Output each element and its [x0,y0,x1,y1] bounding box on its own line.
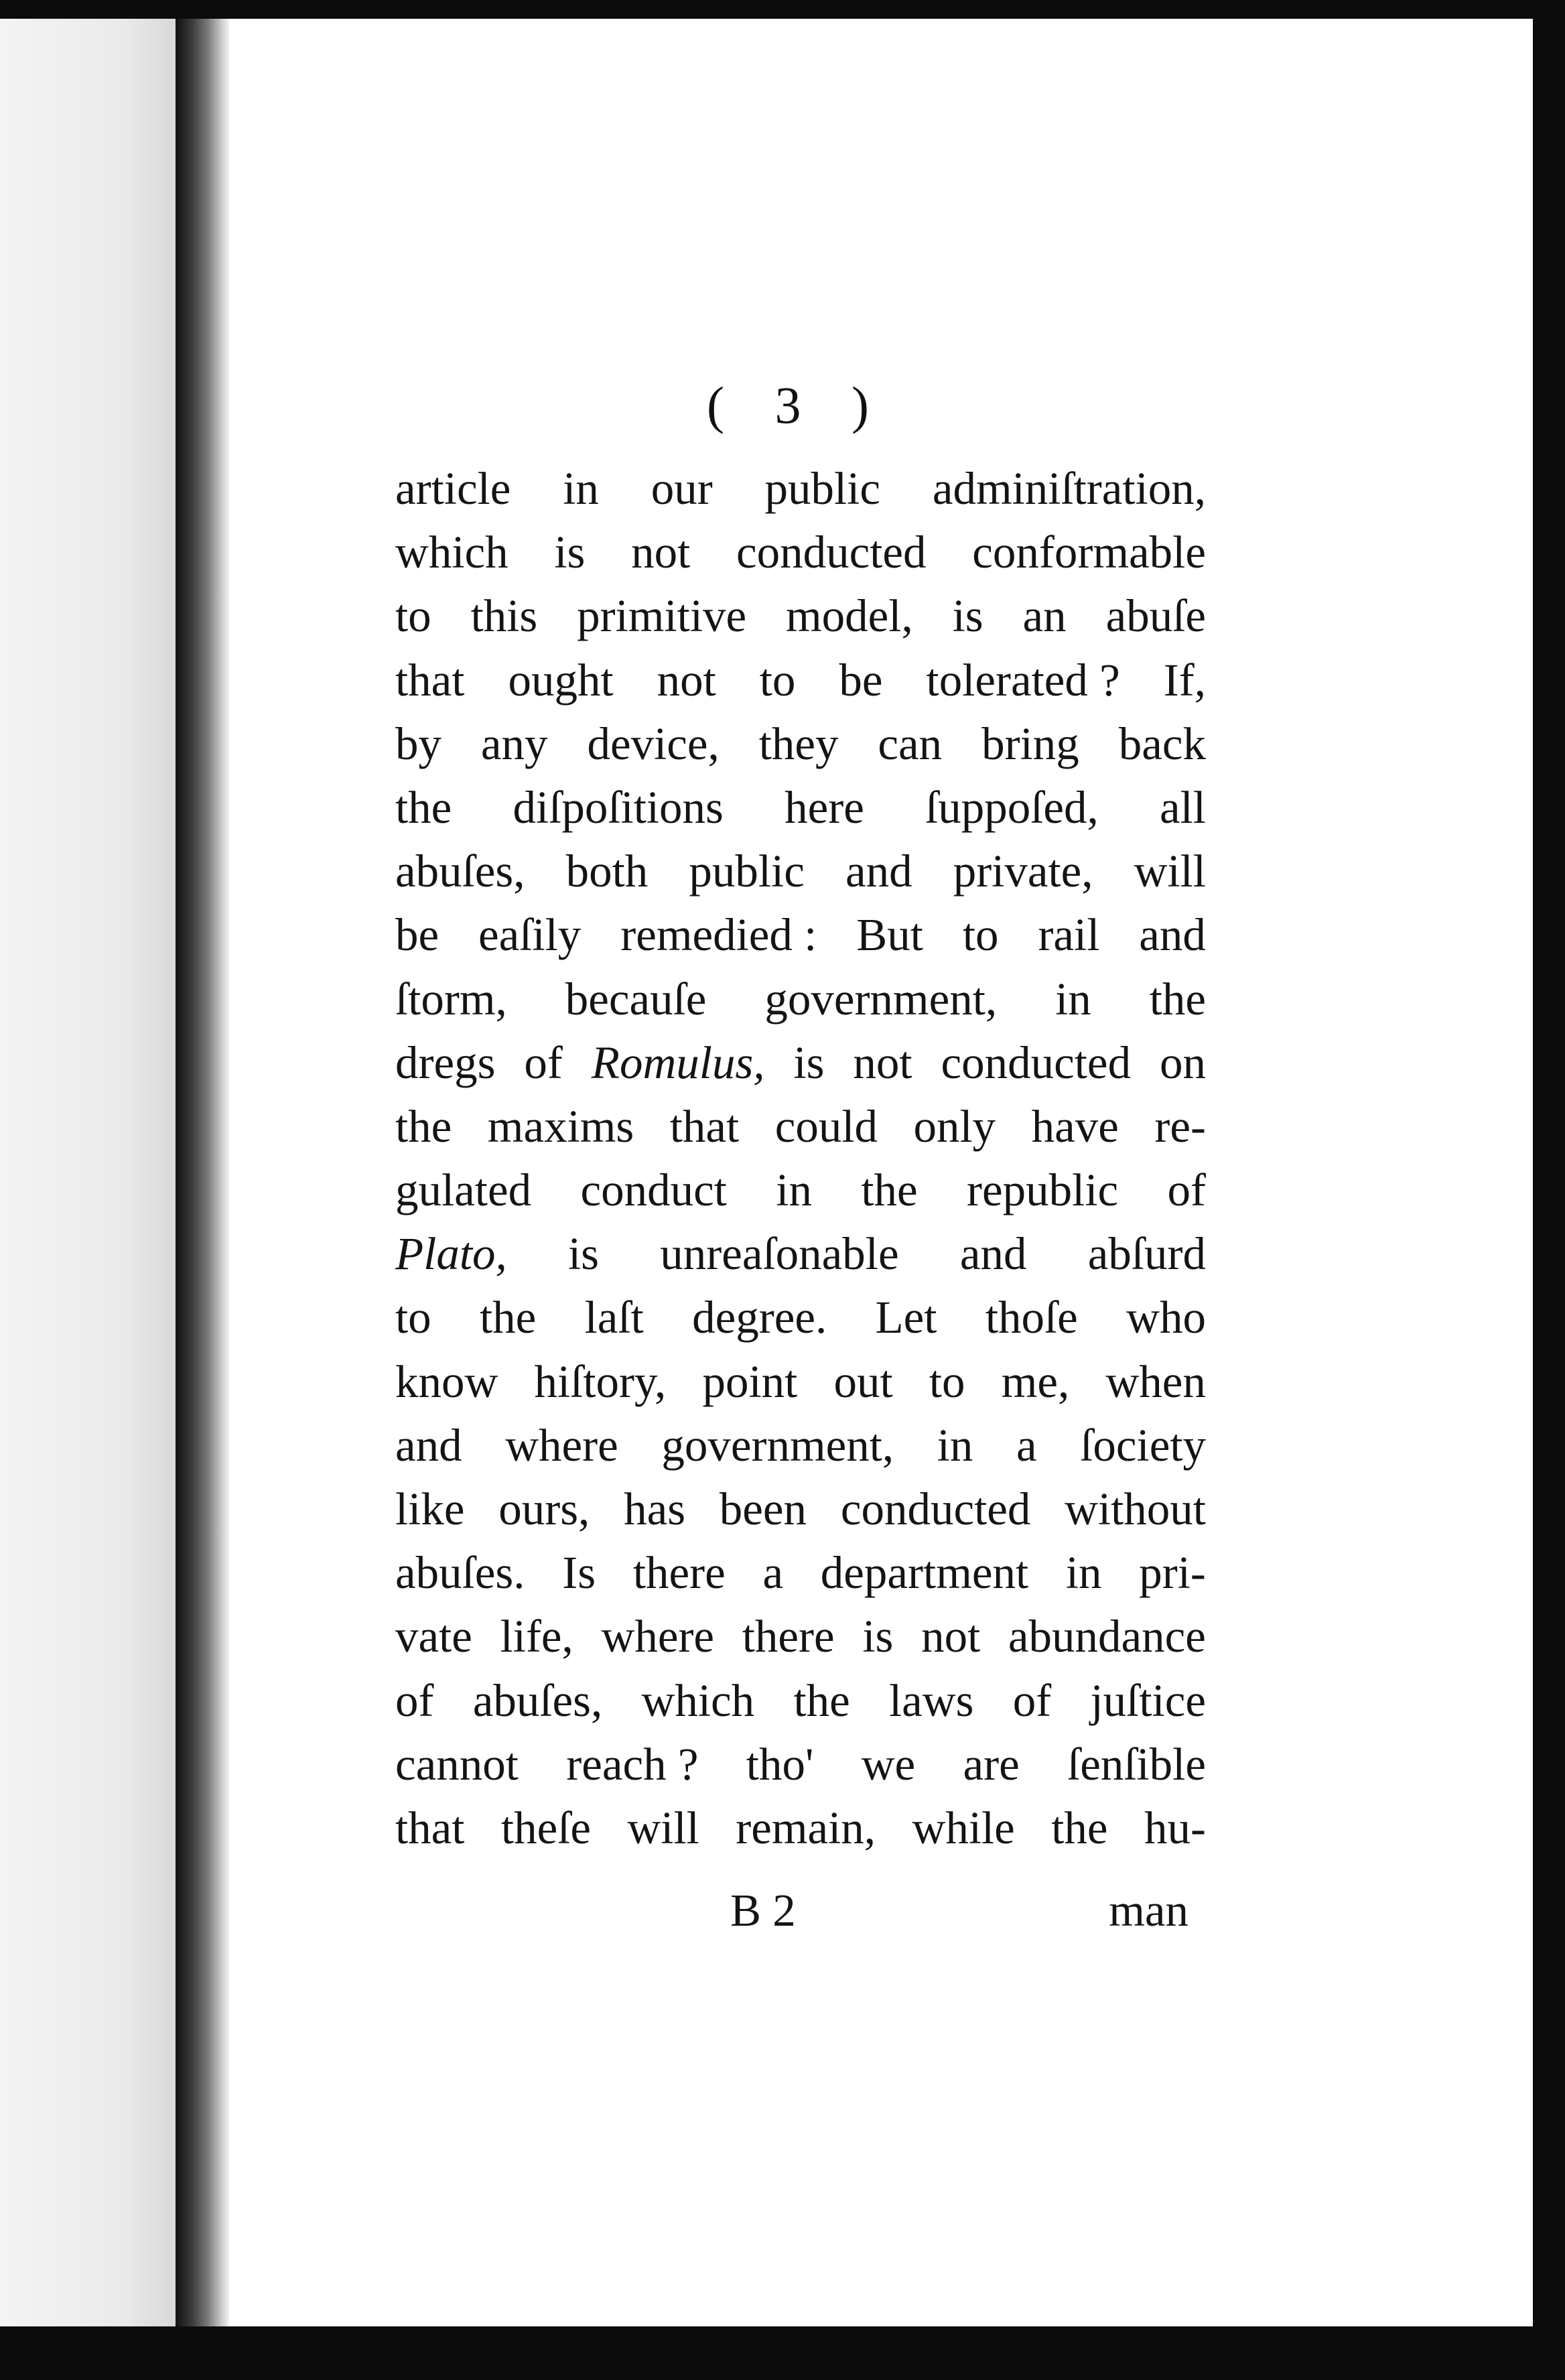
word: and [1139,909,1206,961]
word: not [657,654,716,706]
word: me, [1001,1356,1070,1407]
word: not [631,527,691,578]
word: is [554,527,586,578]
facing-page-edge [0,19,176,2326]
word: ſuppoſed, [925,781,1099,833]
word: will [1134,846,1206,897]
word: been [719,1483,807,1534]
word: is [793,1037,825,1088]
text-line [395,1100,1206,1164]
text-line [395,462,1206,526]
word: hiſtory, [534,1356,667,1407]
word: laws [889,1674,974,1726]
word: are [963,1738,1020,1790]
word: without [1065,1483,1206,1534]
scan-border-bottom [0,2326,1565,2380]
word: which [395,527,508,578]
word: a [762,1547,784,1599]
word: device, [587,718,720,769]
word: that [395,1802,465,1853]
word: republic [967,1165,1119,1216]
word: when [1105,1356,1206,1407]
word: conducted [941,1037,1132,1088]
word: maxims [487,1100,634,1152]
word: rail [1038,909,1100,961]
word: is [952,590,983,642]
word: ſtorm, [395,973,507,1024]
word: If, [1163,654,1206,706]
text-line [395,526,1206,590]
text-line [395,1291,1206,1355]
word: is [567,1228,600,1280]
word: conformable [972,527,1206,578]
word: department [820,1547,1029,1599]
word: and [845,846,912,897]
text-line [395,1356,1206,1419]
word: has [624,1483,686,1534]
word: to [759,654,796,706]
word: life, [500,1611,573,1662]
page-number: ( 3 ) [707,376,888,434]
text-line [395,590,1206,653]
word: Let [875,1292,937,1343]
binding-gutter [176,19,229,2326]
word: in [937,1419,973,1471]
word: that [669,1100,740,1152]
word: a [1016,1419,1037,1471]
word: by [395,718,441,769]
text-line [395,1738,1206,1802]
word: here [785,781,864,833]
catchword: man [1109,1885,1188,1936]
word: ſociety [1080,1419,1206,1471]
word: the [395,781,452,833]
word: the [861,1165,918,1216]
word: adminiſtration, [932,463,1206,514]
text-line [395,845,1206,909]
text-line [395,1483,1206,1546]
text-line [395,1419,1206,1483]
word: could [774,1100,878,1152]
word: government, [764,973,998,1024]
word: public [689,846,805,897]
word: conducted [840,1483,1031,1534]
word: of [524,1037,563,1088]
word: can [878,718,943,769]
word: where [601,1611,715,1662]
text-line [395,1674,1206,1738]
word: primitive [577,590,747,642]
word: But [856,909,923,961]
word: our [651,463,713,514]
word: pri- [1139,1547,1206,1599]
scan-border-top [0,0,1565,19]
word: hu- [1144,1802,1206,1853]
word: in [1065,1547,1102,1599]
word: any [480,718,548,769]
word: while [912,1802,1015,1853]
word: diſpoſitions [513,781,724,833]
text-line [395,654,1206,718]
word: be [395,909,439,961]
word: ought [508,654,614,706]
body-text [395,462,1206,1865]
word: gulated [395,1165,532,1216]
word: ſenſible [1067,1738,1206,1790]
word: all [1160,781,1206,833]
text-line [395,1802,1206,1865]
text-line [395,1228,1206,1291]
word: to [395,590,431,642]
word: where [505,1419,618,1471]
word: dregs [395,1037,496,1088]
word: juſtice [1090,1674,1206,1726]
word: we [861,1738,916,1790]
word: like [395,1483,465,1534]
word: point [702,1356,798,1407]
word: the [480,1292,537,1343]
word: article [395,463,511,514]
word: model, [786,590,913,642]
word: abundance [1008,1611,1206,1662]
word: of [1012,1674,1052,1726]
word: that [395,654,465,706]
italic-word: Plato, [395,1228,507,1280]
text-line [395,973,1206,1037]
word: government, [661,1419,894,1471]
word: and [395,1419,462,1471]
text-line [395,1610,1206,1674]
word: public [764,463,880,514]
word: conducted [736,527,927,578]
word: degree. [692,1292,827,1343]
text-line [395,1164,1206,1228]
word: ours, [498,1483,590,1534]
word: Is [562,1547,596,1599]
word: eaſily [478,909,582,961]
word: in [776,1165,812,1216]
word: abuſes, [472,1674,603,1726]
word: not [921,1611,981,1662]
word: not [853,1037,912,1088]
text-line [395,781,1206,845]
word: theſe [500,1802,591,1853]
word: conduct [580,1165,727,1216]
word: only [913,1100,996,1152]
word: have [1031,1100,1119,1152]
word: back [1118,718,1206,769]
word: of [395,1674,434,1726]
word: remedied : [620,909,817,961]
word: this [470,590,538,642]
word: an [1022,590,1067,642]
word: the [793,1674,850,1726]
word: re- [1154,1100,1206,1152]
word: tolerated ? [926,654,1120,706]
word: unreaſonable [660,1228,899,1280]
text-line [395,909,1206,972]
word: be [839,654,883,706]
word: in [563,463,599,514]
word: which [641,1674,755,1726]
word: remain, [736,1802,876,1853]
word: is [862,1611,894,1662]
word: bring [981,718,1079,769]
word: they [758,718,839,769]
word: who [1126,1292,1206,1343]
word: there [632,1547,726,1599]
word: the [1051,1802,1108,1853]
word: reach ? [566,1738,699,1790]
word: out [833,1356,893,1407]
word: there [742,1611,835,1662]
text-line [395,1546,1206,1610]
word: will [627,1802,699,1853]
word: laſt [584,1292,644,1343]
word: the [1149,973,1206,1024]
word: cannot [395,1738,519,1790]
italic-word: Romulus, [591,1037,765,1088]
word: on [1159,1037,1206,1088]
word: abuſes. [395,1547,525,1599]
scan-border-right [1533,0,1565,2380]
word: abſurd [1087,1228,1206,1280]
word: to [962,909,999,961]
word: and [959,1228,1027,1280]
word: thoſe [985,1292,1078,1343]
word: to [395,1292,431,1343]
word: becauſe [565,973,707,1024]
word: know [395,1356,498,1407]
text-line [395,718,1206,781]
word: abuſes, [395,846,525,897]
text-line [395,1037,1206,1100]
page-footer [395,1884,1206,1951]
word: both [565,846,649,897]
word: vate [395,1611,472,1662]
word: private, [953,846,1093,897]
word: in [1055,973,1091,1024]
word: the [395,1100,452,1152]
word: to [929,1356,965,1407]
word: of [1167,1165,1206,1216]
word: abuſe [1105,590,1206,642]
word: tho' [746,1738,814,1790]
signature-mark: B 2 [730,1885,796,1936]
